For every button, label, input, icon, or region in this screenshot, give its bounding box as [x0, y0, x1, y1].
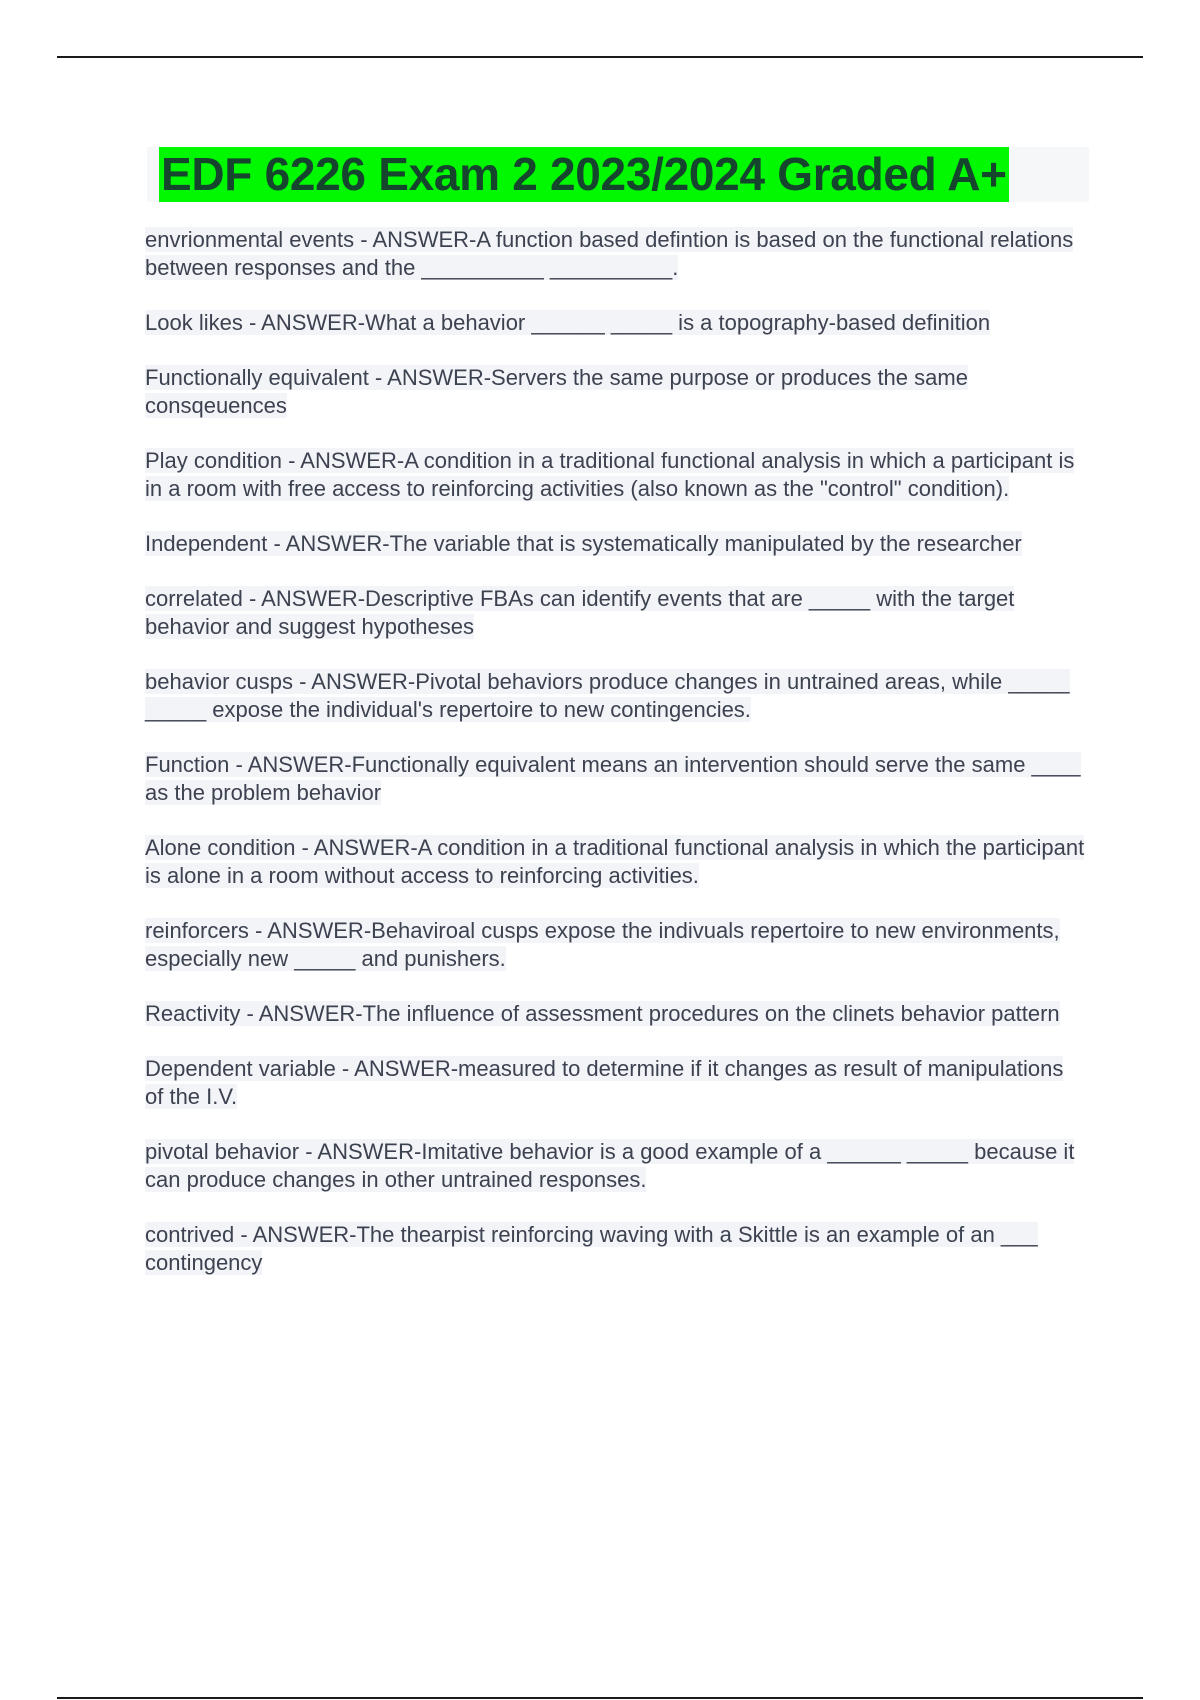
qa-item: reinforcers - ANSWER-Behaviroal cusps expose the indivuals repertoire to new environments, especially new _____ and punishers.	[145, 918, 1060, 971]
qa-item: correlated - ANSWER-Descriptive FBAs can identify events that are _____ with the target behavior and suggest hypotheses	[145, 586, 1015, 639]
qa-item: Functionally equivalent - ANSWER-Servers the same purpose or produces the same consqeuences	[145, 365, 968, 418]
qa-item: Play condition - ANSWER-A condition in a traditional functional analysis in which a participant is in a room with free access to reinforcing activities (also known as the "control" condition).	[145, 448, 1075, 501]
top-rule	[57, 56, 1143, 58]
qa-item: Look likes - ANSWER-What a behavior ______ _____ is a topography-based definition	[145, 310, 991, 335]
qa-item: contrived - ANSWER-The thearpist reinforcing waving with a Skittle is an example of an ___ contingency	[145, 1222, 1038, 1275]
qa-item: envrionmental events - ANSWER-A function based defintion is based on the functional relations between responses and the __________ __________.	[145, 227, 1074, 280]
qa-list	[145, 226, 1085, 1304]
document-title: EDF 6226 Exam 2 2023/2024 Graded A+	[161, 148, 1007, 200]
bottom-rule	[57, 1697, 1143, 1699]
qa-item: behavior cusps - ANSWER-Pivotal behaviors produce changes in untrained areas, while _____ _____ expose the individual's repertoire to new contingencies.	[145, 669, 1070, 722]
qa-item: Dependent variable - ANSWER-measured to determine if it changes as result of manipulations of the I.V.	[145, 1056, 1064, 1109]
qa-item: Reactivity - ANSWER-The influence of assessment procedures on the clinets behavior pattern	[145, 1001, 1060, 1026]
qa-item: Function - ANSWER-Functionally equivalent means an intervention should serve the same ____ as the problem behavior	[145, 752, 1081, 805]
qa-item: Independent - ANSWER-The variable that is systematically manipulated by the researcher	[145, 531, 1022, 556]
qa-item: pivotal behavior - ANSWER-Imitative behavior is a good example of a ______ _____ because it can produce changes in other untrained responses.	[145, 1139, 1075, 1192]
qa-item: Alone condition - ANSWER-A condition in a traditional functional analysis in which the participant is alone in a room without access to reinforcing activities.	[145, 835, 1085, 888]
